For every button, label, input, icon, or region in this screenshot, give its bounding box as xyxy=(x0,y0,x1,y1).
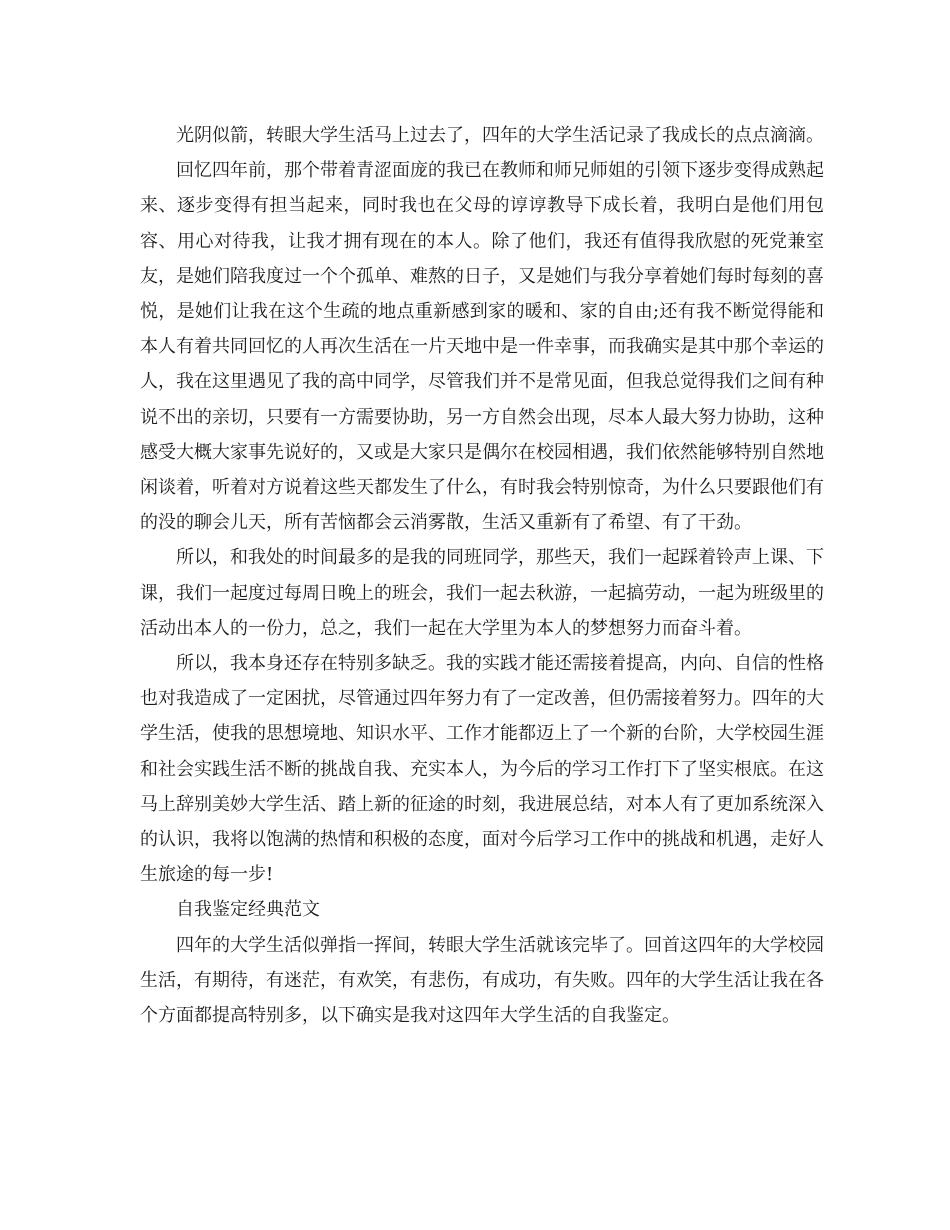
section-heading: 自我鉴定经典范文 xyxy=(176,899,320,921)
paragraph-self-appraisal: 四年的大学生活似弹指一挥间，转眼大学生活就该完毕了。回首这四年的大学校园生活，有期待，有迷茫，有欢笑，有悲伤，有成功，有失败。四年的大学生活让我在各个方面都提高特别多，以下确实是我对这四年大学生活的自我鉴定。 xyxy=(140,934,824,1027)
paragraph-classmates: 所以，和我处的时间最多的是我的同班同学，那些天，我们一起踩着铃声上课、下课，我们一起度过每周日晚上的班会，我们一起去秋游，一起搞劳动，一起为班级里的活动出本人的一份力，总之，我们一起在大学里为本人的梦想努力而奋斗着。 xyxy=(140,547,824,639)
document-page xyxy=(140,118,824,1033)
paragraph-shortcomings: 所以，我本身还存在特别多缺乏。我的实践才能还需接着提高，内向、自信的性格也对我造成了一定困扰，尽管通过四年努力有了一定改善，但仍需接着努力。四年的大学生活，使我的思想境地、知识水平、工作才能都迈上了一个新的台阶，大学校园生涯和社会实践生活不断的挑战自我、充实本人，为今后的学习工作打下了坚实根底。在这马上辞别美妙大学生活、踏上新的征途的时刻，我进展总结，对本人有了更加系统深入的认识，我将以饱满的热情和积极的态度，面对今后学习工作中的挑战和机遇，走好人生旅途的每一步! xyxy=(140,653,824,886)
paragraph-intro: 光阴似箭，转眼大学生活马上过去了，四年的大学生活记录了我成长的点点滴滴。 xyxy=(176,125,824,146)
paragraph-memories: 回忆四年前，那个带着青涩面庞的我已在教师和师兄师姐的引领下逐步变得成熟起来、逐步变得有担当起来，同时我也在父母的谆谆教导下成长着，我明白是他们用包容、用心对待我，让我才拥有现在的本人。除了他们，我还有值得我欣慰的死党兼室友，是她们陪我度过一个个孤单、难熬的日子，又是她们与我分享着她们每时每刻的喜悦，是她们让我在这个生疏的地点重新感到家的暖和、家的自由;还有我不断觉得能和本人有着共同回忆的人再次生活在一片天地中是一件幸事，而我确实是其中那个幸运的人，我在这里遇见了我的高中同学，尽管我们并不是常见面，但我总觉得我们之间有种说不出的亲切，只要有一方需要协助，另一方自然会出现，尽本人最大努力协助，这种感受大概大家事先说好的，又或是大家只是偶尔在校园相遇，我们依然能够特别自然地闲谈着，听着对方说着这些天都发生了什么，有时我会特别惊奇，为什么只要跟他们有的没的聊会儿天，所有苦恼都会云消雾散，生活又重新有了希望、有了干劲。 xyxy=(140,160,824,534)
